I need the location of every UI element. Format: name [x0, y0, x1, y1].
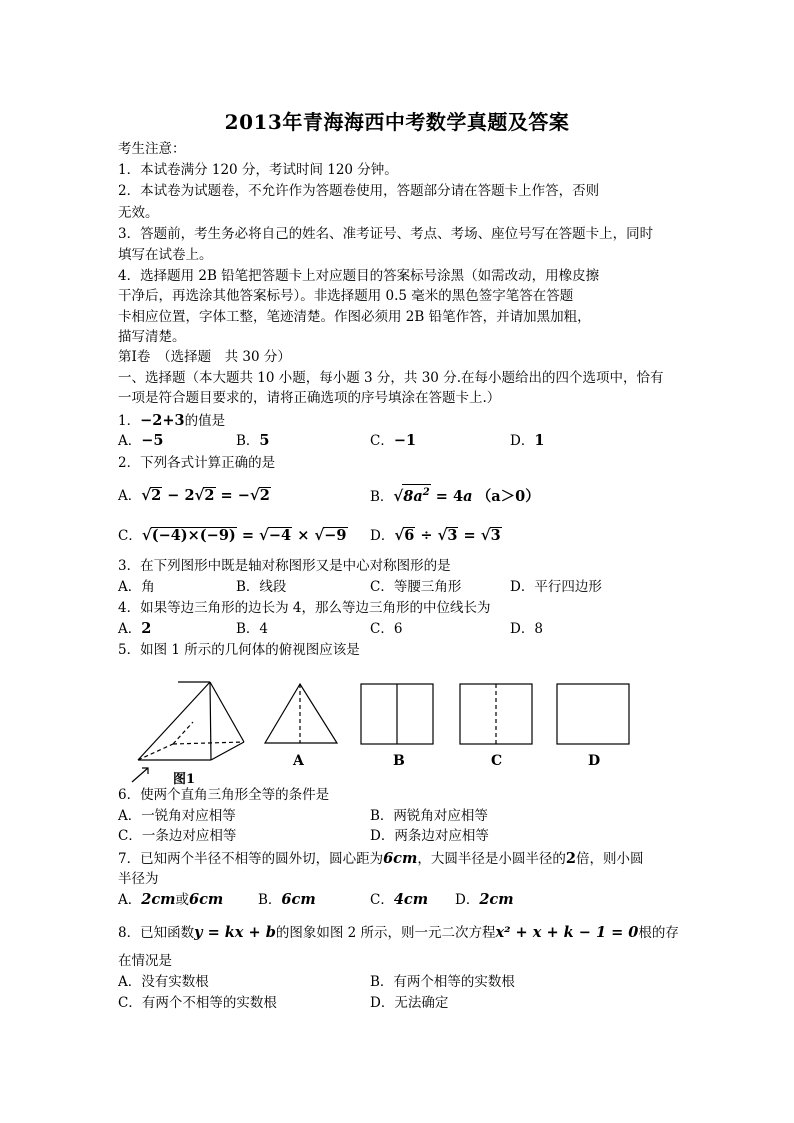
q6-option-b: B．两锐角对应相等	[370, 808, 488, 824]
notice-2b: 无效。	[118, 205, 159, 221]
q5-stem: 5．如图 1 所示的几何体的俯视图应该是	[118, 642, 360, 658]
q1-option-d: D．1	[510, 432, 545, 449]
q7-option-c: C．4cm	[370, 891, 429, 908]
notice-3a: 3．答题前，考生务必将自己的姓名、准考证号、考点、考场、座位号写在答题卡上，同时	[118, 226, 654, 242]
q4-option-d: D．8	[510, 621, 543, 637]
q2-option-c: C．√(−4)×(−9) = √−4 × √−9	[118, 526, 347, 544]
view-b	[361, 684, 433, 744]
q7-stem-cont: 半径为	[118, 871, 159, 887]
q2-option-b: B．$√8a^2 = 4a$ （a＞0）	[370, 484, 540, 506]
q3-option-b: B．线段	[236, 579, 287, 595]
view-d	[557, 684, 629, 744]
q7-option-a: A．2cm或6cm	[118, 891, 224, 908]
view-c-label: C	[491, 753, 503, 769]
figure-1-caption: 图1	[173, 772, 196, 787]
page-title: 2013年青海海西中考数学真题及答案	[224, 110, 570, 134]
section-header-b: 一项是符合题目要求的，请将正确选项的序号填涂在答题卡上.）	[118, 390, 501, 406]
q1-option-b: B．5	[236, 432, 270, 449]
q5-figures	[118, 672, 638, 787]
q4-option-a: A．2	[118, 620, 152, 637]
q3-stem: 3．在下列图形中既是轴对称图形又是中心对称图形的是	[118, 558, 451, 574]
notice-4b: 干净后，再选涂其他答案标号）。非选择题用 0.5 毫米的黑色签字笔答在答题	[118, 288, 574, 304]
section-header-a: 一、选择题（本大题共 10 小题，每小题 3 分，共 30 分.在每小题给出的四个选项中，恰有	[118, 370, 664, 386]
view-a	[265, 684, 337, 743]
q3-option-d: D．平行四边形	[510, 579, 602, 595]
q6-stem: 6．使两个直角三角形全等的条件是	[118, 787, 330, 803]
q3-option-c: C．等腰三角形	[370, 579, 462, 595]
q6-option-c: C．一条边对应相等	[118, 828, 237, 844]
q8-stem-cont: 在情况是	[118, 953, 172, 969]
volume-heading: 第Ⅰ卷 （选择题 共 30 分）	[118, 349, 291, 365]
notice-3b: 填写在试卷上。	[118, 247, 213, 263]
q8-option-b: B．有两个相等的实数根	[370, 974, 515, 990]
q3-option-a: A．角	[118, 579, 155, 595]
q8-option-d: D．无法确定	[370, 995, 449, 1011]
q1-expression: −2+3	[140, 412, 185, 429]
q1-stem: 1．−2+3的值是	[118, 412, 226, 429]
q8-stem: 8．已知函数y = kx + b的图象如图 2 所示，则一元二次方程x² + x + k − 1 = 0根的存	[118, 924, 679, 941]
notice-4d: 描写清楚。	[118, 329, 186, 345]
q4-option-b: B．4	[236, 621, 269, 637]
q7-option-b: B．6cm	[258, 891, 316, 908]
q2-option-a: A．√2 − 2√2 = −√2	[118, 486, 270, 504]
notice-4c: 卡相应位置，字体工整，笔迹清楚。作图必须用 2B 铅笔作答，并请加黑加粗，	[118, 309, 591, 325]
q4-stem: 4．如果等边三角形的边长为 4，那么等边三角形的中位线长为	[118, 600, 491, 616]
q6-option-d: D．两条边对应相等	[370, 828, 489, 844]
q2-stem: 2．下列各式计算正确的是	[118, 455, 276, 471]
q1-option-a: A．−5	[118, 432, 164, 449]
notice-heading: 考生注意：	[118, 141, 186, 157]
q7-option-d: D．2cm	[455, 891, 514, 908]
view-a-label: A	[293, 753, 304, 769]
view-b-label: B	[393, 753, 405, 769]
q2-option-d: D．√6 ÷ √3 = √3	[370, 526, 501, 544]
q4-option-c: C．6	[370, 621, 403, 637]
view-d-label: D	[588, 753, 601, 769]
q1-option-c: C．−1	[370, 432, 417, 449]
q8-option-a: A．没有实数根	[118, 974, 209, 990]
q6-option-a: A．一锐角对应相等	[118, 808, 236, 824]
q8-option-c: C．有两个不相等的实数根	[118, 995, 277, 1011]
view-c	[460, 684, 532, 744]
notice-4a: 4．选择题用 2B 铅笔把答题卡上对应题目的答案标号涂黑（如需改动，用橡皮擦	[118, 268, 600, 284]
prism-figure	[132, 682, 244, 782]
q7-stem: 7．已知两个半径不相等的圆外切，圆心距为6cm，大圆半径是小圆半径的2倍，则小圆	[118, 850, 644, 867]
notice-2a: 2．本试卷为试题卷，不允许作为答题卷使用，答题部分请在答题卡上作答，否则	[118, 183, 600, 199]
notice-1: 1．本试卷满分 120 分，考试时间 120 分钟。	[118, 162, 398, 178]
